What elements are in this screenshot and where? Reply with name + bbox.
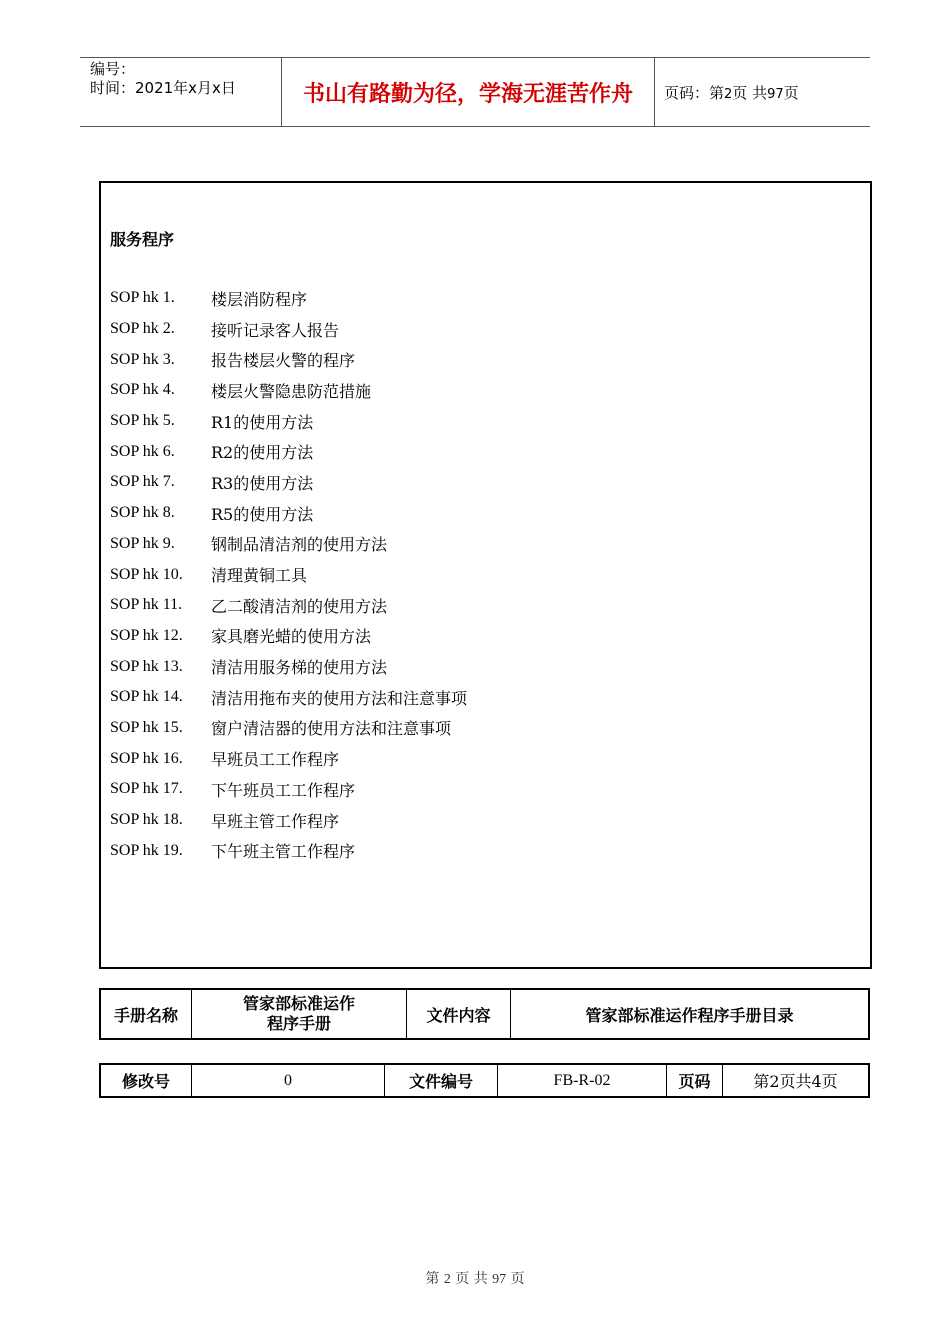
- sop-code: SOP hk 15.: [110, 718, 183, 736]
- list-item: [110, 344, 467, 375]
- header-page-number: [664, 82, 799, 103]
- footer-suffix: 页: [510, 1271, 525, 1287]
- header-info: [90, 60, 236, 98]
- sop-code: SOP hk 8.: [110, 504, 175, 522]
- header-motto: 书山有路勤为径，学海无涯苦作舟: [302, 80, 633, 107]
- page-value: 第2页共4页: [723, 1064, 870, 1097]
- sop-code: SOP hk 10.: [110, 565, 183, 583]
- sop-title: R2的使用方法: [211, 443, 314, 463]
- sop-title: R5的使用方法: [211, 504, 314, 524]
- sop-code: SOP hk 18.: [110, 811, 183, 829]
- sop-title: 清洁用服务梯的使用方法: [211, 658, 388, 678]
- sop-code: SOP hk 6.: [110, 442, 175, 460]
- document-date: 时间：2021年x月x日: [90, 79, 236, 97]
- sop-list: [110, 283, 467, 866]
- sop-code: SOP hk 4.: [110, 381, 175, 399]
- sop-code: SOP hk 11.: [110, 596, 183, 614]
- sop-code: SOP hk 19.: [110, 841, 183, 859]
- page-total: 97: [767, 87, 784, 102]
- sop-code: SOP hk 1.: [110, 289, 175, 307]
- list-item: [110, 498, 467, 529]
- manual-name-value: [192, 989, 407, 1039]
- footer-prefix: 第: [425, 1271, 440, 1287]
- page-current: 2: [724, 87, 733, 102]
- list-item: [110, 835, 467, 866]
- list-item: [110, 590, 467, 621]
- list-item: [110, 713, 467, 744]
- list-item: [110, 314, 467, 345]
- sop-title: 钢制品清洁剂的使用方法: [211, 535, 388, 555]
- page-mid: 页 共: [732, 84, 768, 102]
- sop-code: SOP hk 13.: [110, 657, 183, 675]
- sop-code: SOP hk 17.: [110, 780, 183, 798]
- manual-name-line2: 程序手册: [266, 1014, 331, 1033]
- manual-info-table: [99, 988, 870, 1040]
- sop-title: 早班员工工作程序: [211, 750, 340, 770]
- list-item: [110, 774, 467, 805]
- sop-code: SOP hk 12.: [110, 626, 183, 644]
- doc-number-value: FB-R-02: [498, 1064, 667, 1097]
- list-item: [110, 467, 467, 498]
- sop-title: 下午班员工工作程序: [211, 780, 356, 800]
- content-box: [99, 181, 872, 969]
- list-item: [110, 406, 467, 437]
- sop-title: 窗户清洁器的使用方法和注意事项: [211, 719, 452, 739]
- footer-page-total: 97: [492, 1272, 507, 1287]
- page-suffix: 页: [783, 84, 799, 102]
- page-footer: [0, 1268, 950, 1288]
- list-item: [110, 283, 467, 314]
- list-item: [110, 682, 467, 713]
- sop-title: 接听记录客人报告: [211, 320, 340, 340]
- list-item: [110, 651, 467, 682]
- revision-info-table: [99, 1063, 870, 1098]
- sop-title: 下午班主管工作程序: [211, 842, 356, 862]
- manual-name-label: 手册名称: [100, 989, 192, 1039]
- file-content-value: 管家部标准运作程序手册目录: [511, 989, 870, 1039]
- list-item: [110, 621, 467, 652]
- sop-title: 家具磨光蜡的使用方法: [211, 627, 372, 647]
- sop-title: 清洁用拖布夹的使用方法和注意事项: [211, 688, 468, 708]
- sop-title: 报告楼层火警的程序: [211, 351, 356, 371]
- sop-title: 楼层火警隐患防范措施: [211, 381, 372, 401]
- footer-mid: 页 共: [455, 1271, 488, 1287]
- doc-number-label: 文件编号: [385, 1064, 498, 1097]
- sop-title: 早班主管工作程序: [211, 811, 340, 831]
- list-item: [110, 805, 467, 836]
- sop-code: SOP hk 2.: [110, 320, 175, 338]
- page-prefix: 页码：第: [664, 84, 725, 102]
- revision-label: 修改号: [100, 1064, 192, 1097]
- section-title: 服务程序: [110, 230, 175, 249]
- document-number-label: 编号：: [90, 60, 136, 78]
- page-label: 页码: [667, 1064, 723, 1097]
- sop-code: SOP hk 9.: [110, 534, 175, 552]
- sop-code: SOP hk 14.: [110, 688, 183, 706]
- sop-code: SOP hk 3.: [110, 350, 175, 368]
- file-content-label: 文件内容: [407, 989, 511, 1039]
- sop-title: 乙二酸清洁剂的使用方法: [211, 596, 388, 616]
- manual-name-line1: 管家部标准运作: [242, 994, 355, 1013]
- sop-code: SOP hk 7.: [110, 473, 175, 491]
- sop-title: 楼层消防程序: [211, 289, 308, 309]
- footer-page-current: 2: [443, 1272, 451, 1287]
- revision-value: 0: [192, 1064, 385, 1097]
- list-item: [110, 436, 467, 467]
- sop-title: 清理黄铜工具: [211, 566, 308, 586]
- sop-title: R3的使用方法: [211, 473, 314, 493]
- list-item: [110, 375, 467, 406]
- sop-title: R1的使用方法: [211, 412, 314, 432]
- list-item: [110, 559, 467, 590]
- header-divider: [654, 58, 655, 126]
- list-item: [110, 743, 467, 774]
- list-item: [110, 529, 467, 560]
- page-header: [80, 57, 870, 127]
- sop-code: SOP hk 16.: [110, 749, 183, 767]
- sop-code: SOP hk 5.: [110, 412, 175, 430]
